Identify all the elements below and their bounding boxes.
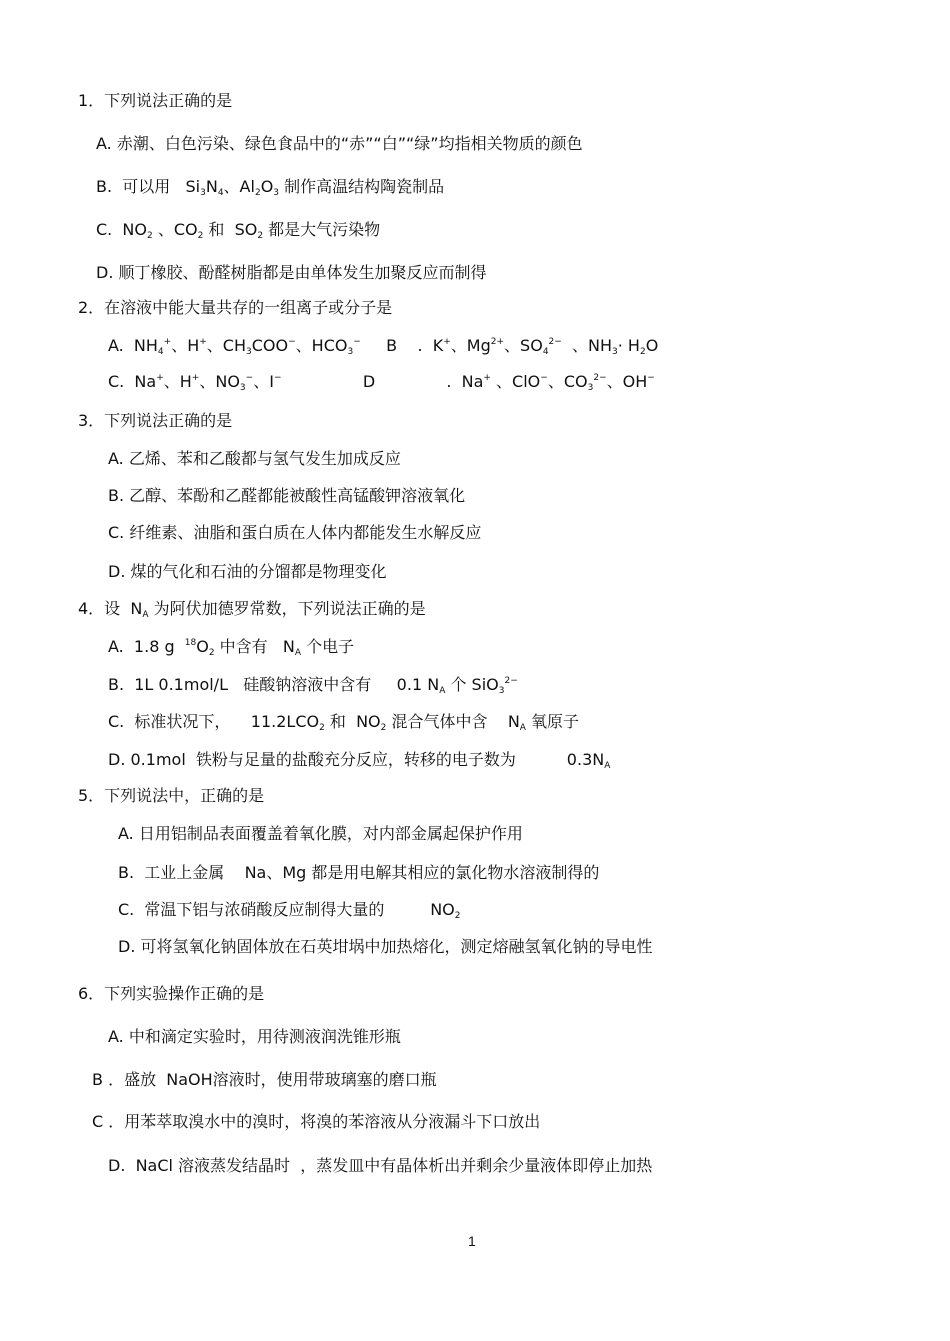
q3-stem: 3．下列说法正确的是 [78, 411, 233, 430]
q4-option-a: A. 1.8 g $^{18}O_2$ 中含有 $N_A$ 个电子 [108, 637, 355, 658]
q1-stem: 1．下列说法正确的是 [78, 91, 233, 110]
q4-stem: 4．设 $N_A$ 为阿伏加德罗常数，下列说法正确的是 [78, 599, 426, 620]
q5-option-b: B. 工业上金属 Na、Mg 都是用电解其相应的氯化物水溶液制得的 [118, 863, 600, 882]
q6-option-a: A. 中和滴定实验时，用待测液润洗锥形瓶 [108, 1027, 401, 1046]
q5-option-c: C. 常温下铝与浓硝酸反应制得大量的 $NO_2$ [118, 900, 461, 921]
q3-option-d: D. 煤的气化和石油的分馏都是物理变化 [108, 562, 387, 581]
q6-option-d: D. NaCl 溶液蒸发结晶时 ，蒸发皿中有晶体析出并剩余少量液体即停止加热 [108, 1156, 653, 1175]
q3-option-a: A. 乙烯、苯和乙酸都与氢气发生加成反应 [108, 449, 401, 468]
q4-option-d-text: D. 0.1mol 铁粉与足量的盐酸充分反应，转移的电子数为 [108, 750, 516, 769]
q5-option-a: A. 日用铝制品表面覆盖着氧化膜，对内部金属起保护作用 [118, 824, 523, 843]
q4-option-c: C. 标准状况下， $11.2LCO_2$ 和 $NO_2$ 混合气体中含 $N_A$ 氧原子 [108, 712, 580, 733]
q3-option-b: B. 乙醇、苯酚和乙醛都能被酸性高锰酸钾溶液氧化 [108, 486, 466, 505]
q6-option-b: B ．盛放 NaOH溶液时，使用带玻璃塞的磨口瓶 [92, 1070, 437, 1089]
q2-options-cd: C. Na+、H+、$NO_3^-$、I− D . Na+ 、ClO−、$CO_3^{2-}$、OH− [108, 372, 655, 393]
q1-option-d: D. 顺丁橡胶、酚醛树脂都是由单体发生加聚反应而制得 [96, 263, 487, 282]
q3-option-c: C. 纤维素、油脂和蛋白质在人体内都能发生水解反应 [108, 523, 482, 542]
q2-stem: 2．在溶液中能大量共存的一组离子或分子是 [78, 298, 393, 317]
q1-option-a: A. 赤潮、白色污染、绿色食品中的“赤”“白”“绿”均指相关物质的颜色 [96, 134, 583, 153]
q2-options-ab: A. $NH_4^+$、H+、$CH_3COO^-$、$HCO_3^-$ B . K+、$Mg^{2+}$、$SO_4^{2-}$ 、$NH_3\cdot H_2O$ [108, 336, 659, 357]
q4-option-d: D. 0.1mol 铁粉与足量的盐酸充分反应，转移的电子数为 $0.3N_A$ [108, 750, 611, 771]
q5-option-d: D. 可将氢氧化钠固体放在石英坩埚中加热熔化，测定熔融氢氧化钠的导电性 [118, 937, 653, 956]
q6-option-c: C ．用苯萃取溴水中的溴时，将溴的苯溶液从分液漏斗下口放出 [92, 1112, 541, 1131]
q1-option-c: C. $NO_2$ 、$CO_2$ 和 $SO_2$ 都是大气污染物 [96, 220, 381, 241]
q6-stem: 6．下列实验操作正确的是 [78, 984, 265, 1003]
page-number: 1 [468, 1233, 476, 1249]
q1-option-b: B. 可以用 $Si_3N_4$、$Al_2O_3$ 制作高温结构陶瓷制品 [96, 177, 445, 198]
q4-option-b: B. 1L 0.1mol/L 硅酸钠溶液中含有 0.1 $N_A$ 个 SiO$_3^{2-}$ [108, 675, 518, 696]
q5-stem: 5．下列说法中，正确的是 [78, 786, 265, 805]
